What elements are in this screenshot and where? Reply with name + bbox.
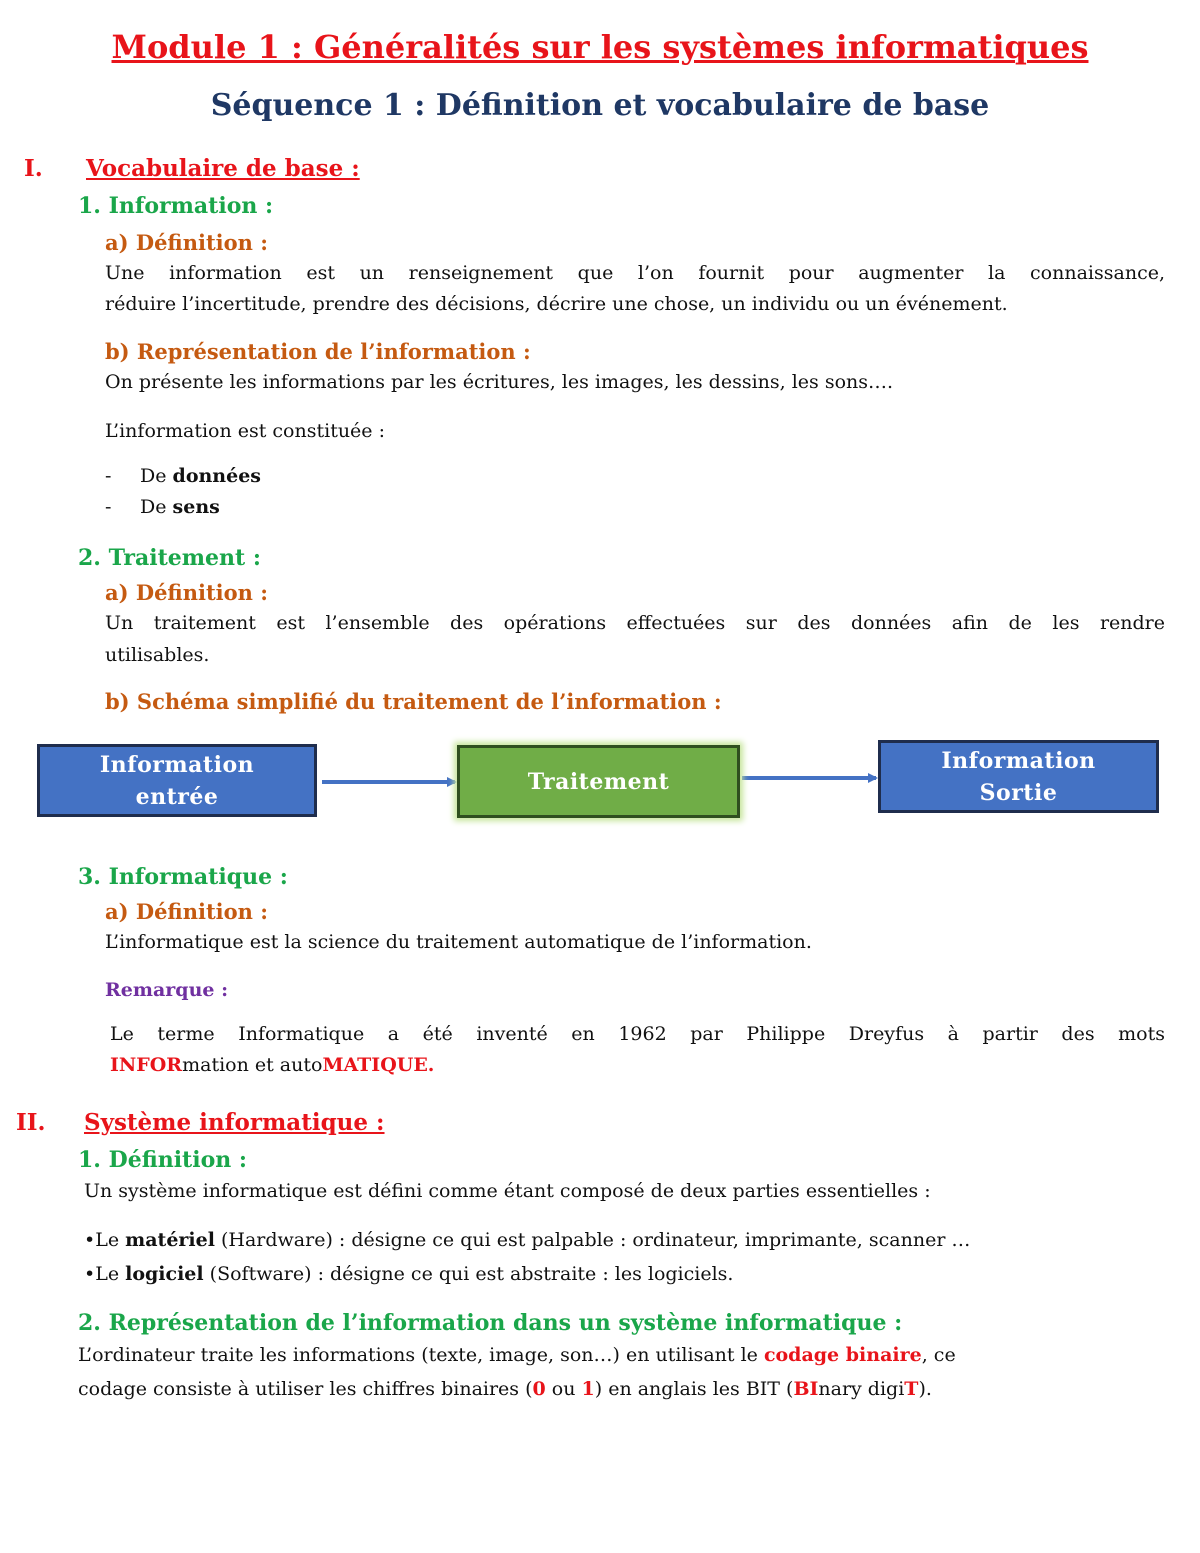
binary-t: T: [904, 1378, 919, 1400]
representation-heading: 2. Représentation de l’information dans un système informatique :: [78, 1310, 903, 1336]
bullet-rest: (Software) : désigne ce qui est abstraite : les logiciels.: [203, 1263, 734, 1285]
page-subtitle: Séquence 1 : Définition et vocabulaire de base: [210, 88, 990, 123]
page-title: Module 1 : Généralités sur les systèmes informatiques: [111, 28, 1089, 66]
diagram-input-line1: Information: [99, 751, 255, 778]
dash-marker: -: [105, 496, 112, 518]
systeme-definition-heading: 1. Définition :: [78, 1147, 248, 1173]
diagram-input-line2: entrée: [135, 783, 219, 810]
informatique-definition-heading: a) Définition :: [105, 899, 268, 924]
representation-line2-c: ) en anglais les BIT (: [594, 1378, 794, 1400]
remark-heading: Remarque :: [105, 979, 229, 1001]
representation-line2-e: ).: [918, 1378, 932, 1400]
remark-line1: Le terme Informatique a été inventé en 1962 par Philippe Dreyfus à partir des mots: [110, 1023, 1165, 1045]
remark-infor: INFOR: [110, 1054, 183, 1076]
list-item-prefix: De: [140, 465, 173, 487]
information-constituted-text: L’information est constituée :: [105, 420, 385, 442]
binary-one: 1: [581, 1378, 595, 1400]
binary-bi: BI: [793, 1378, 819, 1400]
representation-line1-c: , ce: [921, 1344, 956, 1366]
schema-heading: b) Schéma simplifié du traitement de l’information :: [105, 689, 722, 714]
diagram-process-label: Traitement: [527, 768, 670, 795]
bullet-marker: •: [84, 1263, 96, 1285]
information-definition-line2: réduire l’incertitude, prendre des décisions, décrire une chose, un individu ou un événement.: [105, 293, 1008, 315]
diagram-input-box: [37, 744, 317, 817]
information-representation-text: On présente les informations par les écritures, les images, les dessins, les sons….: [105, 371, 894, 393]
information-definition-line1: Une information est un renseignement que l’on fournit pour augmenter la connaissance,: [105, 262, 1165, 284]
informatique-definition-text: L’informatique est la science du traitement automatique de l’information.: [105, 931, 812, 953]
bullet-prefix: Le: [95, 1263, 126, 1285]
traitement-definition-line1: Un traitement est l’ensemble des opérations effectuées sur des données afin de les rendre: [105, 612, 1165, 634]
representation-line1: [78, 1344, 956, 1366]
section-1-number: I.: [24, 155, 43, 182]
binary-zero: 0: [532, 1378, 546, 1400]
traitement-definition-heading: a) Définition :: [105, 580, 268, 605]
list-item-bold: sens: [172, 496, 220, 518]
diagram-output-line1: Information: [941, 747, 1096, 774]
codage-binaire: codage binaire: [763, 1344, 922, 1366]
bullet-rest: (Hardware) : désigne ce qui est palpable : ordinateur, imprimante, scanner …: [214, 1229, 971, 1251]
list-item-bold: données: [172, 465, 261, 487]
information-heading: 1. Information :: [78, 193, 274, 219]
representation-line2: [78, 1378, 932, 1400]
systeme-definition-intro: Un système informatique est défini comme étant composé de deux parties essentielles :: [84, 1180, 931, 1202]
bullet-marker: •: [84, 1229, 96, 1251]
section-2-title: Système informatique :: [84, 1109, 385, 1136]
traitement-definition-line2: utilisables.: [105, 644, 210, 666]
informatique-heading: 3. Informatique :: [78, 864, 288, 890]
representation-line2-d: nary digi: [818, 1378, 905, 1400]
diagram-output-box: [878, 740, 1159, 813]
representation-line2-b: ou: [545, 1378, 582, 1400]
list-item: [84, 1263, 733, 1285]
information-definition-heading: a) Définition :: [105, 230, 268, 255]
section-2-number: II.: [16, 1109, 46, 1136]
bullet-bold: matériel: [125, 1229, 215, 1251]
remark-mid: mation et auto: [182, 1054, 323, 1076]
representation-line1-a: L’ordinateur traite les informations (texte, image, son…) en utilisant le: [78, 1344, 764, 1366]
section-2-heading: [16, 1109, 385, 1136]
remark-line2: [110, 1054, 434, 1076]
diagram-output-line2: Sortie: [979, 779, 1058, 806]
dash-marker: -: [105, 465, 112, 487]
bullet-prefix: Le: [95, 1229, 126, 1251]
representation-line2-a: codage consiste à utiliser les chiffres binaires (: [78, 1378, 533, 1400]
list-item-prefix: De: [140, 496, 173, 518]
traitement-heading: 2. Traitement :: [78, 545, 261, 571]
bullet-bold: logiciel: [125, 1263, 204, 1285]
diagram-process-box: [457, 745, 740, 818]
information-representation-heading: b) Représentation de l’information :: [105, 339, 531, 364]
remark-matique: MATIQUE.: [322, 1054, 435, 1076]
list-item: [84, 1229, 970, 1251]
section-1-title: Vocabulaire de base :: [86, 155, 360, 182]
